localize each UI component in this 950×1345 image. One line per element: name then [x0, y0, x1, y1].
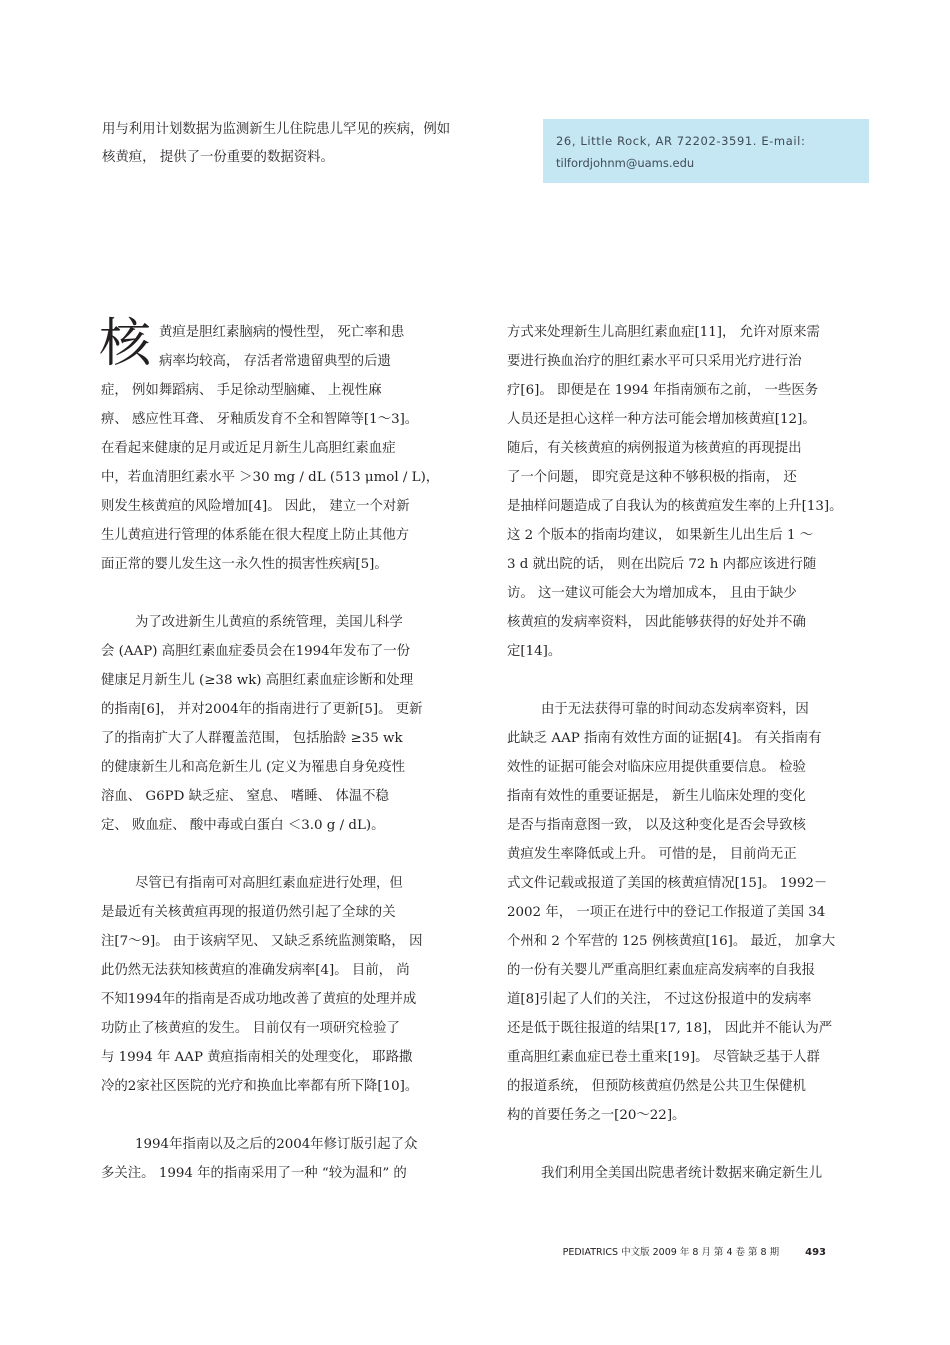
text-line: 健康足月新生儿 (≥38 wk) 高胆红素血症诊断和处理 [101, 673, 414, 688]
text-line: 的健康新生儿和高危新生儿 (定义为罹患自身免疫性 [101, 760, 406, 775]
text-line: 由于无法获得可靠的时间动态发病率资料，因 [541, 702, 809, 717]
text-line: 面正常的婴儿发生这一永久性的损害性疾病[5]。 [101, 557, 388, 572]
top-paragraph [102, 116, 532, 172]
text-line: 溶血、 G6PD 缺乏症、 窒息、 嗜睡、 体温不稳 [101, 789, 389, 804]
text-line: 构的首要任务之一[20～22]。 [507, 1108, 686, 1123]
right-column [507, 318, 869, 1188]
text-line: 核黄疸， 提供了一份重要的数据资料。 [102, 150, 334, 165]
text-line: 指南有效性的重要证据是， 新生儿临床处理的变化 [507, 789, 806, 804]
text-line: 痹、 感应性耳聋、 牙釉质发育不全和智障等[1～3]。 [101, 412, 419, 427]
text-line: 要进行换血治疗的胆红素水平可只采用光疗进行治 [507, 354, 802, 369]
text-line: 我们利用全美国出院患者统计数据来确定新生儿 [541, 1166, 823, 1181]
text-line: 访。 这一建议可能会大为增加成本， 且由于缺少 [507, 586, 797, 601]
drop-cap: 核 [99, 314, 152, 374]
text-line: 此缺乏 AAP 指南有效性方面的证据[4]。 有关指南有 [507, 731, 822, 746]
text-line: 用与利用计划数据为监测新生儿住院患儿罕见的疾病，例如 [102, 122, 451, 137]
contact-address: 26, Little Rock, AR 72202-3591. E-mail: [556, 134, 806, 148]
text-line: 人员还是担心这样一种方法可能会增加核黄疸[12]。 [507, 412, 816, 427]
journal-citation: PEDIATRICS 中文版 2009 年 8 月 第 4 卷 第 8 期 [562, 1247, 780, 1258]
text-line: 方式来处理新生儿高胆红素血症[11]， 允许对原来需 [507, 325, 820, 340]
paragraph-evidence [507, 695, 869, 1130]
text-line: 为了改进新生儿黄疸的系统管理，美国儿科学 [135, 615, 403, 630]
paragraph-methods-intro [507, 1159, 869, 1188]
text-line: 则发生核黄疸的风险增加[4]。 因此， 建立一个对新 [101, 499, 410, 514]
text-line: 3 d 就出院的话， 则在出院后 72 h 内都应该进行随 [507, 557, 817, 572]
text-line: 这 2 个版本的指南均建议， 如果新生儿出生后 1 ～ [507, 528, 814, 543]
text-line: 中，若血清胆红素水平 ＞30 mg / dL (513 μmol / L)， [101, 470, 440, 485]
left-column [99, 314, 463, 1188]
text-line: 此仍然无法获知核黄疸的准确发病率[4]。 目前， 尚 [101, 963, 410, 978]
text-line: 定、 败血症、 酸中毒或白蛋白 ＜3.0 g / dL)。 [101, 818, 385, 833]
text-line: 定[14]。 [507, 644, 562, 659]
paragraph-guideline-attention [101, 1130, 463, 1188]
text-line: 病率均较高， 存活者常遗留典型的后遗 [159, 354, 391, 369]
text-line: 尽管已有指南可对高胆红素血症进行处理，但 [135, 876, 403, 891]
text-line: 的报道系统， 但预防核黄疸仍然是公共卫生保健机 [507, 1079, 806, 1094]
text-line: 道[8]引起了人们的关注， 不过这份报道中的发病率 [507, 992, 812, 1007]
text-line: 2002 年， 一项正在进行中的登记工作报道了美国 34 [507, 905, 826, 920]
text-line: 个州和 2 个军营的 125 例核黄疸[16]。 最近， 加拿大 [507, 934, 836, 949]
page-number: 493 [805, 1247, 826, 1258]
paragraph-moderate-approach [507, 318, 869, 666]
text-line: 的指南[6]， 并对2004年的指南进行了更新[5]。 更新 [101, 702, 423, 717]
text-line: 核黄疸的发病率资料， 因此能够获得的好处并不确 [507, 615, 806, 630]
text-line: 注[7～9]。 由于该病罕见、 又缺乏系统监测策略， 因 [101, 934, 423, 949]
text-line: 黄疸发生率降低或上升。 可惜的是， 目前尚无正 [507, 847, 797, 862]
text-line: 重高胆红素血症已卷土重来[19]。 尽管缺乏基于人群 [507, 1050, 820, 1065]
text-line: 效性的证据可能会对临床应用提供重要信息。 检验 [507, 760, 806, 775]
text-line: 1994年指南以及之后的2004年修订版引起了众 [135, 1137, 418, 1152]
text-line: 式文件记载或报道了美国的核黄疸情况[15]。 1992－ [507, 876, 828, 891]
text-line: 会 (AAP) 高胆红素血症委员会在1994年发布了一份 [101, 644, 411, 659]
author-contact-box [543, 119, 869, 183]
text-line: 在看起来健康的足月或近足月新生儿高胆红素血症 [101, 441, 396, 456]
text-line: 多关注。 1994 年的指南采用了一种 “较为温和” 的 [101, 1166, 407, 1181]
text-line: 生儿黄疸进行管理的体系能在很大程度上防止其他方 [101, 528, 409, 543]
text-line: 功防止了核黄疸的发生。 目前仅有一项研究检验了 [101, 1021, 400, 1036]
text-line: 随后，有关核黄疸的病例报道为核黄疸的再现提出 [507, 441, 802, 456]
text-line: 黄疸是胆红素脑病的慢性型， 死亡率和患 [159, 325, 405, 340]
paragraph-intro [99, 314, 463, 579]
text-line: 疗[6]。 即便是在 1994 年指南颁布之前， 一些医务 [507, 383, 819, 398]
text-line: 还是低于既往报道的结果[17, 18]， 因此并不能认为严 [507, 1021, 833, 1036]
paragraph-aap-guideline [101, 608, 463, 840]
text-line: 了的指南扩大了人群覆盖范围， 包括胎龄 ≥35 wk [101, 731, 403, 746]
text-line: 是最近有关核黄疸再现的报道仍然引起了全球的关 [101, 905, 396, 920]
text-line: 不知1994年的指南是否成功地改善了黄疸的处理并成 [101, 992, 417, 1007]
contact-email: tilfordjohnm@uams.edu [556, 156, 695, 170]
page-footer [563, 1244, 826, 1258]
text-line: 与 1994 年 AAP 黄疸指南相关的处理变化， 耶路撒 [101, 1050, 413, 1065]
text-line: 症， 例如舞蹈病、 手足徐动型脑瘫、 上视性麻 [101, 383, 382, 398]
paragraph-reemergence [101, 869, 463, 1101]
text-line: 冷的2家社区医院的光疗和换血比率都有所下降[10]。 [101, 1079, 419, 1094]
text-line: 的一份有关婴儿严重高胆红素血症高发病率的自我报 [507, 963, 815, 978]
text-line: 了一个问题， 即究竟是这种不够积极的指南， 还 [507, 470, 797, 485]
text-line: 是抽样问题造成了自我认为的核黄疸发生率的上升[13]。 [507, 499, 843, 514]
text-line: 是否与指南意图一致， 以及这种变化是否会导致核 [507, 818, 806, 833]
